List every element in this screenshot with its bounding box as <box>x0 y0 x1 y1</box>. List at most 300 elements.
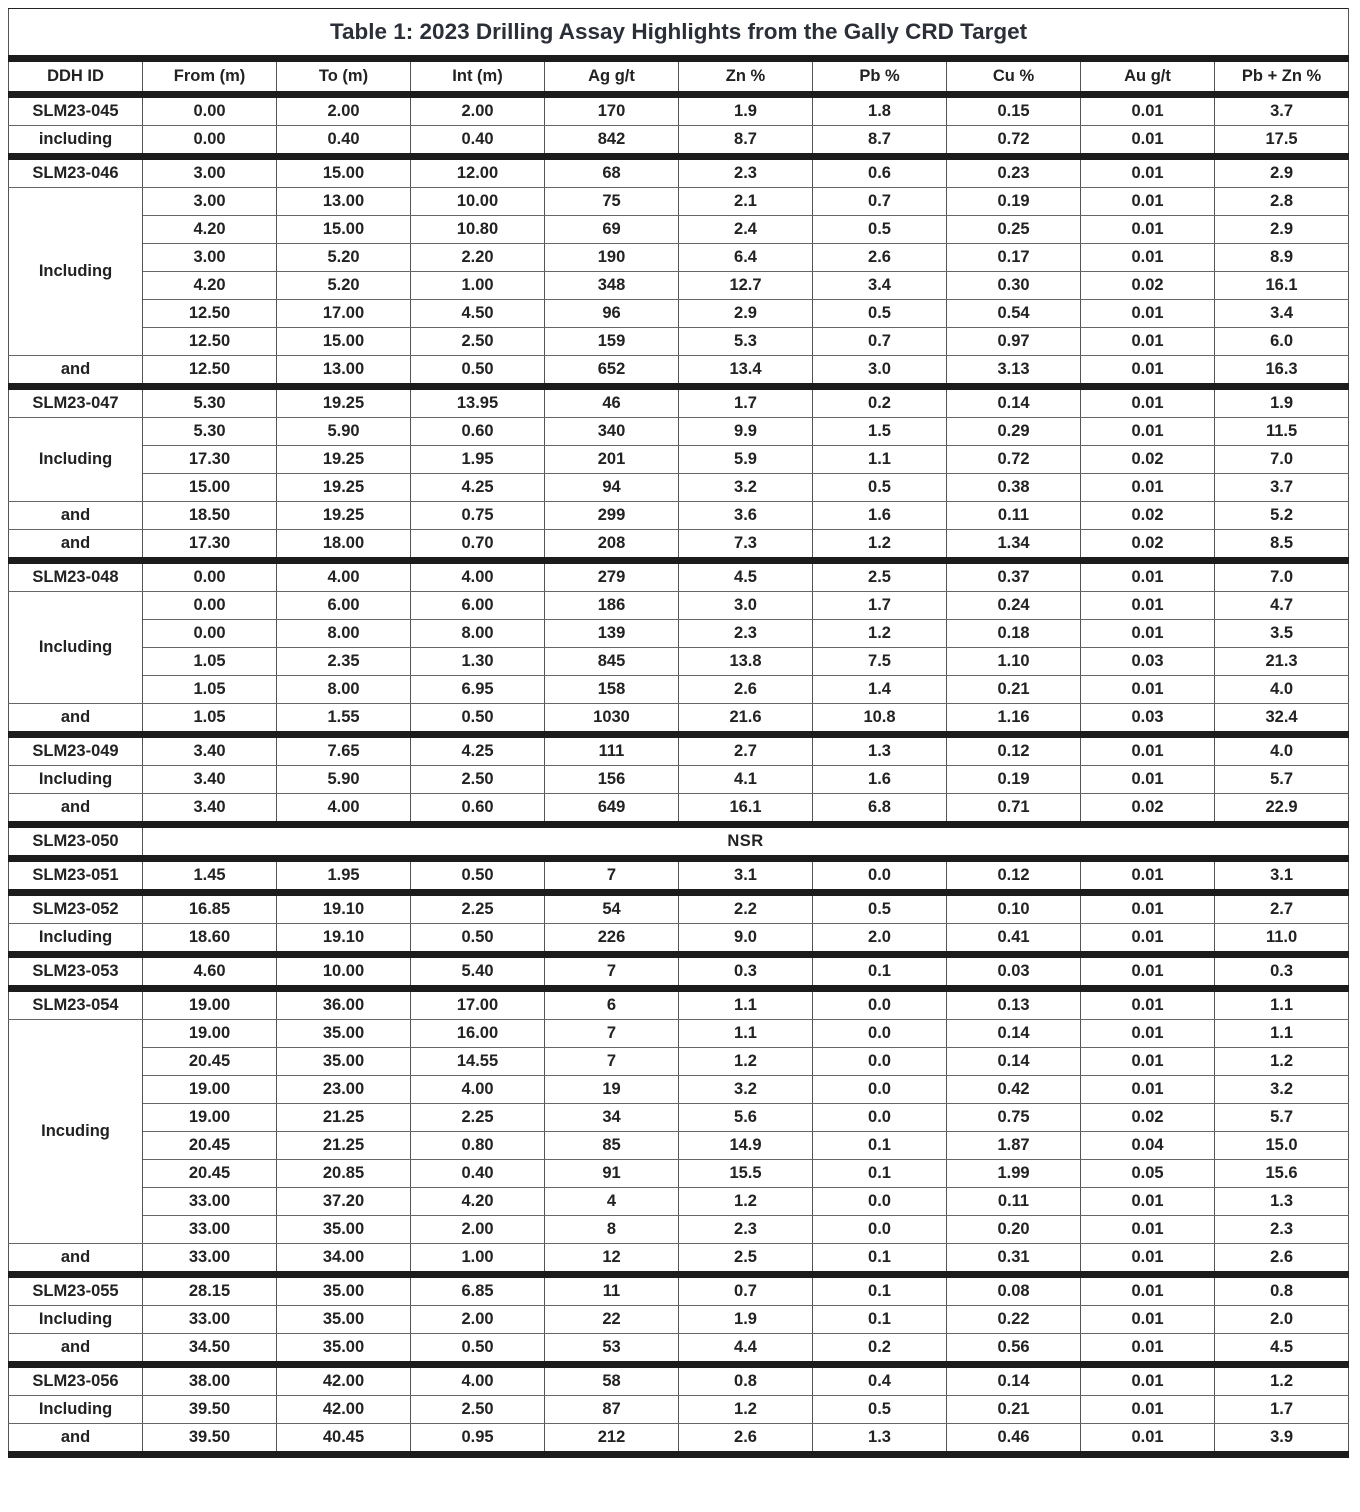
table-row <box>9 300 1349 328</box>
zn-cell: 3.2 <box>679 474 813 502</box>
ag-cell: 87 <box>545 1396 679 1424</box>
ag-cell: 6 <box>545 989 679 1020</box>
zn-cell: 2.3 <box>679 157 813 188</box>
au-cell: 0.01 <box>1081 188 1215 216</box>
drillhole-id-cell: SLM23-056 <box>9 1365 143 1396</box>
pb-cell: 0.5 <box>813 1396 947 1424</box>
to-cell: 37.20 <box>277 1188 411 1216</box>
to-cell: 20.85 <box>277 1160 411 1188</box>
au-cell: 0.03 <box>1081 648 1215 676</box>
ag-cell: 4 <box>545 1188 679 1216</box>
from-cell: 1.05 <box>143 704 277 735</box>
table-row <box>9 893 1349 924</box>
table-row <box>9 676 1349 704</box>
table-row <box>9 474 1349 502</box>
from-cell: 19.00 <box>143 989 277 1020</box>
pb-cell: 1.6 <box>813 766 947 794</box>
au-cell: 0.01 <box>1081 1396 1215 1424</box>
to-cell: 40.45 <box>277 1424 411 1455</box>
zn-cell: 6.4 <box>679 244 813 272</box>
ag-cell: 85 <box>545 1132 679 1160</box>
zn-cell: 4.5 <box>679 561 813 592</box>
from-cell: 15.00 <box>143 474 277 502</box>
int-cell: 8.00 <box>411 620 545 648</box>
ag-cell: 91 <box>545 1160 679 1188</box>
table-row <box>9 924 1349 955</box>
ag-cell: 11 <box>545 1275 679 1306</box>
drillhole-id-cell: SLM23-051 <box>9 859 143 893</box>
int-cell: 2.00 <box>411 1216 545 1244</box>
pb-zn-cell: 3.7 <box>1215 474 1349 502</box>
au-cell: 0.01 <box>1081 126 1215 157</box>
pb-cell: 1.3 <box>813 735 947 766</box>
pb-cell: 1.3 <box>813 1424 947 1455</box>
int-cell: 0.80 <box>411 1132 545 1160</box>
pb-zn-cell: 0.8 <box>1215 1275 1349 1306</box>
interval-label-cell: Including <box>9 1396 143 1424</box>
to-cell: 35.00 <box>277 1306 411 1334</box>
interval-label-cell: Including <box>9 1306 143 1334</box>
ag-cell: 652 <box>545 356 679 387</box>
ag-cell: 340 <box>545 418 679 446</box>
zn-cell: 1.1 <box>679 1020 813 1048</box>
au-cell: 0.02 <box>1081 446 1215 474</box>
zn-cell: 2.7 <box>679 735 813 766</box>
from-cell: 3.00 <box>143 157 277 188</box>
ag-cell: 34 <box>545 1104 679 1132</box>
from-cell: 38.00 <box>143 1365 277 1396</box>
pb-zn-cell: 7.0 <box>1215 446 1349 474</box>
zn-cell: 1.7 <box>679 387 813 418</box>
from-cell: 12.50 <box>143 300 277 328</box>
pb-zn-cell: 15.6 <box>1215 1160 1349 1188</box>
ag-cell: 208 <box>545 530 679 561</box>
to-cell: 19.10 <box>277 893 411 924</box>
from-cell: 39.50 <box>143 1396 277 1424</box>
to-cell: 5.90 <box>277 418 411 446</box>
ag-cell: 96 <box>545 300 679 328</box>
interval-label-cell: and <box>9 794 143 825</box>
header-to: To (m) <box>277 59 411 95</box>
zn-cell: 21.6 <box>679 704 813 735</box>
cu-cell: 0.10 <box>947 893 1081 924</box>
table-row <box>9 955 1349 989</box>
ag-cell: 139 <box>545 620 679 648</box>
pb-cell: 1.6 <box>813 502 947 530</box>
table-row <box>9 387 1349 418</box>
au-cell: 0.05 <box>1081 1160 1215 1188</box>
cu-cell: 0.56 <box>947 1334 1081 1365</box>
zn-cell: 1.2 <box>679 1188 813 1216</box>
pb-zn-cell: 11.0 <box>1215 924 1349 955</box>
cu-cell: 0.38 <box>947 474 1081 502</box>
zn-cell: 0.7 <box>679 1275 813 1306</box>
int-cell: 0.40 <box>411 126 545 157</box>
pb-cell: 0.4 <box>813 1365 947 1396</box>
ag-cell: 845 <box>545 648 679 676</box>
pb-zn-cell: 3.7 <box>1215 95 1349 126</box>
table-row <box>9 620 1349 648</box>
from-cell: 4.60 <box>143 955 277 989</box>
from-cell: 3.40 <box>143 766 277 794</box>
header-from: From (m) <box>143 59 277 95</box>
cu-cell: 0.19 <box>947 188 1081 216</box>
zn-cell: 1.9 <box>679 1306 813 1334</box>
ag-cell: 170 <box>545 95 679 126</box>
to-cell: 0.40 <box>277 126 411 157</box>
table-row <box>9 244 1349 272</box>
cu-cell: 0.25 <box>947 216 1081 244</box>
au-cell: 0.02 <box>1081 530 1215 561</box>
table-row <box>9 1048 1349 1076</box>
pb-cell: 0.1 <box>813 1160 947 1188</box>
int-cell: 4.20 <box>411 1188 545 1216</box>
drillhole-id-cell: SLM23-055 <box>9 1275 143 1306</box>
au-cell: 0.01 <box>1081 1306 1215 1334</box>
int-cell: 10.00 <box>411 188 545 216</box>
pb-cell: 0.7 <box>813 188 947 216</box>
cu-cell: 0.17 <box>947 244 1081 272</box>
cu-cell: 0.11 <box>947 1188 1081 1216</box>
from-cell: 0.00 <box>143 126 277 157</box>
int-cell: 0.95 <box>411 1424 545 1455</box>
ag-cell: 226 <box>545 924 679 955</box>
table-row <box>9 1020 1349 1048</box>
pb-zn-cell: 2.9 <box>1215 157 1349 188</box>
pb-cell: 0.2 <box>813 1334 947 1365</box>
from-cell: 19.00 <box>143 1020 277 1048</box>
int-cell: 1.30 <box>411 648 545 676</box>
table-row <box>9 1104 1349 1132</box>
cu-cell: 0.11 <box>947 502 1081 530</box>
to-cell: 21.25 <box>277 1104 411 1132</box>
drillhole-id-cell: SLM23-054 <box>9 989 143 1020</box>
pb-cell: 0.0 <box>813 1020 947 1048</box>
int-cell: 0.50 <box>411 704 545 735</box>
interval-label-cell: Including <box>9 418 143 502</box>
from-cell: 0.00 <box>143 561 277 592</box>
pb-zn-cell: 32.4 <box>1215 704 1349 735</box>
au-cell: 0.01 <box>1081 955 1215 989</box>
pb-zn-cell: 8.9 <box>1215 244 1349 272</box>
from-cell: 17.30 <box>143 530 277 561</box>
from-cell: 39.50 <box>143 1424 277 1455</box>
interval-label-cell: and <box>9 1424 143 1455</box>
from-cell: 19.00 <box>143 1104 277 1132</box>
pb-zn-cell: 22.9 <box>1215 794 1349 825</box>
ag-cell: 19 <box>545 1076 679 1104</box>
pb-cell: 1.2 <box>813 620 947 648</box>
to-cell: 2.00 <box>277 95 411 126</box>
cu-cell: 1.34 <box>947 530 1081 561</box>
au-cell: 0.02 <box>1081 1104 1215 1132</box>
pb-zn-cell: 1.2 <box>1215 1365 1349 1396</box>
drillhole-id-cell: SLM23-052 <box>9 893 143 924</box>
ag-cell: 186 <box>545 592 679 620</box>
pb-cell: 1.4 <box>813 676 947 704</box>
cu-cell: 0.21 <box>947 676 1081 704</box>
from-cell: 17.30 <box>143 446 277 474</box>
pb-cell: 10.8 <box>813 704 947 735</box>
pb-zn-cell: 8.5 <box>1215 530 1349 561</box>
from-cell: 34.50 <box>143 1334 277 1365</box>
int-cell: 4.50 <box>411 300 545 328</box>
pb-cell: 0.1 <box>813 1306 947 1334</box>
table-row <box>9 126 1349 157</box>
int-cell: 5.40 <box>411 955 545 989</box>
table-row <box>9 859 1349 893</box>
drillhole-id-cell: SLM23-046 <box>9 157 143 188</box>
pb-zn-cell: 1.3 <box>1215 1188 1349 1216</box>
pb-cell: 0.0 <box>813 1188 947 1216</box>
cu-cell: 0.29 <box>947 418 1081 446</box>
int-cell: 0.75 <box>411 502 545 530</box>
to-cell: 35.00 <box>277 1334 411 1365</box>
au-cell: 0.02 <box>1081 272 1215 300</box>
table-row <box>9 825 1349 859</box>
from-cell: 12.50 <box>143 328 277 356</box>
to-cell: 34.00 <box>277 1244 411 1275</box>
to-cell: 35.00 <box>277 1020 411 1048</box>
table-row <box>9 766 1349 794</box>
ag-cell: 842 <box>545 126 679 157</box>
ag-cell: 201 <box>545 446 679 474</box>
to-cell: 8.00 <box>277 620 411 648</box>
ag-cell: 299 <box>545 502 679 530</box>
au-cell: 0.01 <box>1081 924 1215 955</box>
interval-label-cell: Incuding <box>9 1020 143 1244</box>
table-row <box>9 561 1349 592</box>
int-cell: 2.25 <box>411 893 545 924</box>
to-cell: 1.55 <box>277 704 411 735</box>
pb-zn-cell: 3.2 <box>1215 1076 1349 1104</box>
zn-cell: 14.9 <box>679 1132 813 1160</box>
table-row <box>9 1160 1349 1188</box>
interval-label-cell: Including <box>9 924 143 955</box>
to-cell: 35.00 <box>277 1048 411 1076</box>
table-title: Table 1: 2023 Drilling Assay Highlights from the Gally CRD Target <box>9 9 1349 59</box>
pb-cell: 0.5 <box>813 893 947 924</box>
interval-label-cell: including <box>9 126 143 157</box>
au-cell: 0.01 <box>1081 1188 1215 1216</box>
pb-cell: 0.5 <box>813 300 947 328</box>
ag-cell: 68 <box>545 157 679 188</box>
from-cell: 28.15 <box>143 1275 277 1306</box>
table-body <box>9 95 1349 1455</box>
zn-cell: 0.3 <box>679 955 813 989</box>
pb-zn-cell: 4.7 <box>1215 592 1349 620</box>
ag-cell: 7 <box>545 1048 679 1076</box>
int-cell: 13.95 <box>411 387 545 418</box>
au-cell: 0.01 <box>1081 766 1215 794</box>
to-cell: 10.00 <box>277 955 411 989</box>
from-cell: 33.00 <box>143 1244 277 1275</box>
int-cell: 0.50 <box>411 924 545 955</box>
pb-zn-cell: 21.3 <box>1215 648 1349 676</box>
zn-cell: 1.9 <box>679 95 813 126</box>
int-cell: 0.50 <box>411 1334 545 1365</box>
au-cell: 0.01 <box>1081 1275 1215 1306</box>
table-row <box>9 418 1349 446</box>
drillhole-id-cell: SLM23-047 <box>9 387 143 418</box>
pb-cell: 0.7 <box>813 328 947 356</box>
to-cell: 19.25 <box>277 502 411 530</box>
from-cell: 16.85 <box>143 893 277 924</box>
cu-cell: 0.54 <box>947 300 1081 328</box>
pb-cell: 2.6 <box>813 244 947 272</box>
to-cell: 42.00 <box>277 1396 411 1424</box>
ag-cell: 279 <box>545 561 679 592</box>
zn-cell: 4.4 <box>679 1334 813 1365</box>
cu-cell: 0.75 <box>947 1104 1081 1132</box>
zn-cell: 0.8 <box>679 1365 813 1396</box>
cu-cell: 0.08 <box>947 1275 1081 1306</box>
interval-label-cell: and <box>9 704 143 735</box>
to-cell: 23.00 <box>277 1076 411 1104</box>
int-cell: 2.20 <box>411 244 545 272</box>
zn-cell: 2.5 <box>679 1244 813 1275</box>
to-cell: 2.35 <box>277 648 411 676</box>
table-row <box>9 1424 1349 1455</box>
ag-cell: 12 <box>545 1244 679 1275</box>
zn-cell: 8.7 <box>679 126 813 157</box>
to-cell: 19.25 <box>277 387 411 418</box>
cu-cell: 0.15 <box>947 95 1081 126</box>
interval-label-cell: and <box>9 530 143 561</box>
ag-cell: 53 <box>545 1334 679 1365</box>
ag-cell: 8 <box>545 1216 679 1244</box>
cu-cell: 0.30 <box>947 272 1081 300</box>
pb-cell: 0.0 <box>813 859 947 893</box>
pb-zn-cell: 1.2 <box>1215 1048 1349 1076</box>
zn-cell: 9.0 <box>679 924 813 955</box>
pb-zn-cell: 3.4 <box>1215 300 1349 328</box>
au-cell: 0.01 <box>1081 244 1215 272</box>
pb-cell: 0.0 <box>813 989 947 1020</box>
header-zn: Zn % <box>679 59 813 95</box>
from-cell: 4.20 <box>143 216 277 244</box>
cu-cell: 0.72 <box>947 446 1081 474</box>
int-cell: 0.60 <box>411 794 545 825</box>
nsr-cell: NSR <box>143 825 1349 859</box>
au-cell: 0.01 <box>1081 1076 1215 1104</box>
ag-cell: 94 <box>545 474 679 502</box>
au-cell: 0.01 <box>1081 1048 1215 1076</box>
au-cell: 0.01 <box>1081 989 1215 1020</box>
to-cell: 5.20 <box>277 272 411 300</box>
cu-cell: 0.14 <box>947 1048 1081 1076</box>
from-cell: 20.45 <box>143 1160 277 1188</box>
cu-cell: 0.19 <box>947 766 1081 794</box>
au-cell: 0.01 <box>1081 356 1215 387</box>
cu-cell: 0.37 <box>947 561 1081 592</box>
to-cell: 7.65 <box>277 735 411 766</box>
interval-label-cell: and <box>9 1334 143 1365</box>
table-row <box>9 648 1349 676</box>
pb-cell: 8.7 <box>813 126 947 157</box>
pb-cell: 0.5 <box>813 216 947 244</box>
pb-zn-cell: 16.3 <box>1215 356 1349 387</box>
pb-zn-cell: 16.1 <box>1215 272 1349 300</box>
au-cell: 0.01 <box>1081 893 1215 924</box>
table-row <box>9 530 1349 561</box>
zn-cell: 2.6 <box>679 676 813 704</box>
zn-cell: 1.1 <box>679 989 813 1020</box>
table-row <box>9 735 1349 766</box>
interval-label-cell: and <box>9 356 143 387</box>
zn-cell: 1.2 <box>679 1048 813 1076</box>
zn-cell: 13.4 <box>679 356 813 387</box>
cu-cell: 0.31 <box>947 1244 1081 1275</box>
to-cell: 19.10 <box>277 924 411 955</box>
cu-cell: 0.12 <box>947 735 1081 766</box>
pb-zn-cell: 0.3 <box>1215 955 1349 989</box>
cu-cell: 1.99 <box>947 1160 1081 1188</box>
to-cell: 13.00 <box>277 188 411 216</box>
int-cell: 2.50 <box>411 1396 545 1424</box>
zn-cell: 2.6 <box>679 1424 813 1455</box>
int-cell: 4.25 <box>411 735 545 766</box>
pb-cell: 0.6 <box>813 157 947 188</box>
table-row <box>9 794 1349 825</box>
table-row <box>9 1076 1349 1104</box>
ag-cell: 7 <box>545 955 679 989</box>
header-au: Au g/t <box>1081 59 1215 95</box>
header-cu: Cu % <box>947 59 1081 95</box>
cu-cell: 1.87 <box>947 1132 1081 1160</box>
cu-cell: 0.14 <box>947 1020 1081 1048</box>
zn-cell: 2.4 <box>679 216 813 244</box>
from-cell: 5.30 <box>143 418 277 446</box>
cu-cell: 0.71 <box>947 794 1081 825</box>
table-row <box>9 502 1349 530</box>
zn-cell: 3.1 <box>679 859 813 893</box>
zn-cell: 2.9 <box>679 300 813 328</box>
from-cell: 18.60 <box>143 924 277 955</box>
int-cell: 0.40 <box>411 1160 545 1188</box>
au-cell: 0.01 <box>1081 300 1215 328</box>
to-cell: 8.00 <box>277 676 411 704</box>
header-ddh-id: DDH ID <box>9 59 143 95</box>
au-cell: 0.01 <box>1081 1216 1215 1244</box>
int-cell: 4.00 <box>411 1076 545 1104</box>
interval-label-cell: and <box>9 502 143 530</box>
table-row <box>9 1188 1349 1216</box>
table-row <box>9 989 1349 1020</box>
pb-zn-cell: 3.1 <box>1215 859 1349 893</box>
au-cell: 0.01 <box>1081 1424 1215 1455</box>
ag-cell: 348 <box>545 272 679 300</box>
pb-zn-cell: 1.7 <box>1215 1396 1349 1424</box>
cu-cell: 0.22 <box>947 1306 1081 1334</box>
table-row <box>9 1216 1349 1244</box>
pb-zn-cell: 5.7 <box>1215 1104 1349 1132</box>
pb-zn-cell: 4.0 <box>1215 735 1349 766</box>
zn-cell: 13.8 <box>679 648 813 676</box>
to-cell: 21.25 <box>277 1132 411 1160</box>
au-cell: 0.01 <box>1081 1365 1215 1396</box>
zn-cell: 2.2 <box>679 893 813 924</box>
au-cell: 0.02 <box>1081 502 1215 530</box>
drillhole-id-cell: SLM23-050 <box>9 825 143 859</box>
ag-cell: 158 <box>545 676 679 704</box>
header-row <box>9 59 1349 95</box>
table-row <box>9 1306 1349 1334</box>
au-cell: 0.01 <box>1081 95 1215 126</box>
au-cell: 0.01 <box>1081 328 1215 356</box>
au-cell: 0.01 <box>1081 157 1215 188</box>
table-row <box>9 216 1349 244</box>
